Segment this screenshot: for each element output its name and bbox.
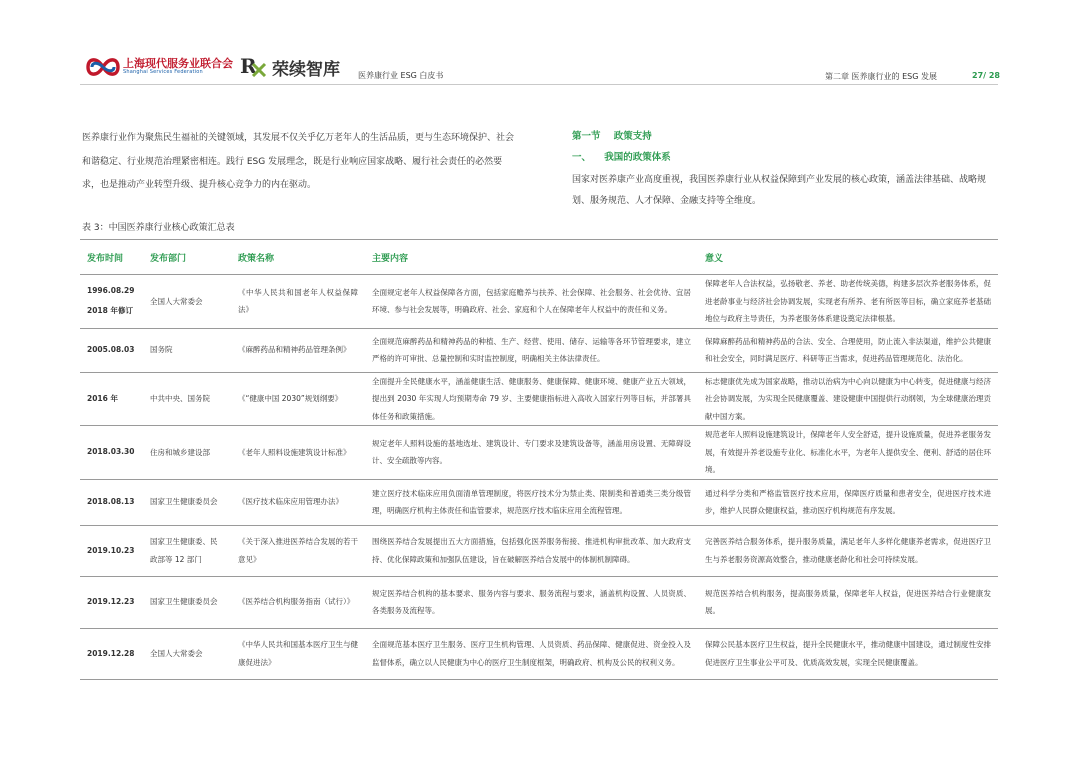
table-row bbox=[80, 426, 998, 480]
row-department: 中共中央、国务院 bbox=[143, 372, 231, 426]
row-policy-name: 《中华人民共和国基本医疗卫生与健康促进法》 bbox=[231, 628, 365, 679]
header-divider bbox=[80, 84, 998, 85]
row-date: 2016 年 bbox=[80, 372, 143, 426]
table-row bbox=[80, 328, 998, 372]
row-significance: 通过科学分类和严格监管医疗技术应用，保障医疗质量和患者安全，促进医疗技术进步，维护人民群众健康权益，推动医疗机构规范有序发展。 bbox=[698, 479, 998, 525]
table-header-row bbox=[80, 240, 998, 275]
chapter-title: 第二章 医养康行业的 ESG 发展 bbox=[825, 72, 937, 81]
row-policy-name: 《关于深入推进医养结合发展的若干意见》 bbox=[231, 525, 365, 576]
row-content: 全面提升全民健康水平，涵盖健康生活、健康服务、健康保障、健康环境、健康产业五大领域，提出到 2030 年实现人均预期寿命 79 岁、主要健康指标进入高收入国家行列等目标，并部署具体任务和政策措施。 bbox=[365, 372, 698, 426]
brand-name: 荣续智库 bbox=[272, 60, 340, 80]
section-subtitle: 一、 我国的政策体系 bbox=[572, 152, 671, 163]
svg-text:R: R bbox=[240, 55, 257, 77]
table-row bbox=[80, 628, 998, 679]
row-date: 2019.12.28 bbox=[80, 628, 143, 679]
table-row bbox=[80, 479, 998, 525]
header-date: 发布时间 bbox=[80, 240, 143, 275]
org-name-cn: 上海现代服务业联合会 bbox=[123, 57, 233, 70]
table-row bbox=[80, 372, 998, 426]
row-date: 1996.08.29 2018 年修订 bbox=[80, 275, 143, 329]
row-department: 全国人大常委会 bbox=[143, 275, 231, 329]
table-row bbox=[80, 576, 998, 628]
row-policy-name: 《医疗技术临床应用管理办法》 bbox=[231, 479, 365, 525]
row-significance: 规范老年人照料设施建筑设计，保障老年人安全舒适，提升设施质量，促进养老服务发展，有效提升养老设施专业化、标准化水平，为老年人提供安全、便利、舒适的居住环境。 bbox=[698, 426, 998, 480]
row-content: 全面规范麻醉药品和精神药品的种植、生产、经营、使用、储存、运输等各环节管理要求，建立严格的许可审批、总量控制和实时监控制度，明确相关主体法律责任。 bbox=[365, 328, 698, 372]
row-date: 2005.08.03 bbox=[80, 328, 143, 372]
document-title: 医养康行业 ESG 白皮书 bbox=[358, 71, 444, 80]
row-significance: 规范医养结合机构服务，提高服务质量，保障老年人权益，促进医养结合行业健康发展。 bbox=[698, 576, 998, 628]
row-date: 2018.03.30 bbox=[80, 426, 143, 480]
org-name-en: Shanghai Services Federation bbox=[123, 69, 203, 75]
row-date: 2019.12.23 bbox=[80, 576, 143, 628]
intro-paragraph: 医养康行业作为聚焦民生福祉的关键领域，其发展不仅关乎亿万老年人的生活品质，更与生态环境保护、社会和谐稳定、行业规范治理紧密相连。践行 ESG 发展理念，既是行业响应国家战略、履行社会责任的必然要求，也是推动产业转型升级、提升核心竞争力的内在驱动。 bbox=[82, 133, 515, 190]
row-department: 国家卫生健康委员会 bbox=[143, 479, 231, 525]
row-policy-name: 《老年人照料设施建筑设计标准》 bbox=[231, 426, 365, 480]
row-policy-name: 《麻醉药品和精神药品管理条例》 bbox=[231, 328, 365, 372]
table-row bbox=[80, 525, 998, 576]
row-content: 规定老年人照料设施的基地选址、建筑设计、专门要求及建筑设备等，涵盖用房设置、无障碍设计、安全疏散等内容。 bbox=[365, 426, 698, 480]
section-title: 第一节 政策支持 bbox=[572, 131, 652, 142]
row-date: 2019.10.23 bbox=[80, 525, 143, 576]
row-department: 国家卫生健康委员会 bbox=[143, 576, 231, 628]
federation-logo-icon bbox=[86, 54, 120, 80]
row-date: 2018.08.13 bbox=[80, 479, 143, 525]
row-policy-name: 《“健康中国 2030”规划纲要》 bbox=[231, 372, 365, 426]
row-policy-name: 《中华人民共和国老年人权益保障法》 bbox=[231, 275, 365, 329]
row-department: 住房和城乡建设部 bbox=[143, 426, 231, 480]
header-department: 发布部门 bbox=[143, 240, 231, 275]
brand-logo-icon bbox=[240, 55, 268, 77]
row-content: 规定医养结合机构的基本要求、服务内容与要求、服务流程与要求，涵盖机构设置、人员资质、各类服务及流程等。 bbox=[365, 576, 698, 628]
page-number: 27/ 28 bbox=[972, 71, 1000, 80]
header-significance: 意义 bbox=[698, 240, 998, 275]
row-significance: 保障公民基本医疗卫生权益，提升全民健康水平，推动健康中国建设，通过制度性安排促进医疗卫生事业公平可及、优质高效发展，实现全民健康覆盖。 bbox=[698, 628, 998, 679]
row-significance: 标志健康优先成为国家战略，推动以治病为中心向以健康为中心转变，促进健康与经济社会协调发展，为实现全民健康覆盖、建设健康中国提供行动纲领，为全球健康治理贡献中国方案。 bbox=[698, 372, 998, 426]
header-policy-name: 政策名称 bbox=[231, 240, 365, 275]
table-caption: 表 3：中国医养康行业核心政策汇总表 bbox=[82, 223, 235, 233]
row-content: 建立医疗技术临床应用负面清单管理制度，将医疗技术分为禁止类、限制类和普通类三类分级管理，明确医疗机构主体责任和监管要求，规范医疗技术临床应用全流程管理。 bbox=[365, 479, 698, 525]
row-department: 全国人大常委会 bbox=[143, 628, 231, 679]
row-significance: 保障麻醉药品和精神药品的合法、安全、合理使用，防止流入非法渠道，维护公共健康和社会安全，同时满足医疗、科研等正当需求，促进药品管理规范化、法治化。 bbox=[698, 328, 998, 372]
row-content: 围绕医养结合发展提出五大方面措施，包括强化医养服务衔接、推进机构审批改革、加大政府支持、优化保障政策和加强队伍建设，旨在破解医养结合发展中的体制机制障碍。 bbox=[365, 525, 698, 576]
header-content: 主要内容 bbox=[365, 240, 698, 275]
section-paragraph: 国家对医养康产业高度重视，我国医养康行业从权益保障到产业发展的核心政策，涵盖法律基础、战略规划、服务规范、人才保障、金融支持等全维度。 bbox=[572, 175, 987, 206]
row-department: 国家卫生健康委、民政部等 12 部门 bbox=[143, 525, 231, 576]
row-content: 全面规定老年人权益保障各方面，包括家庭赡养与扶养、社会保障、社会服务、社会优待、宜居环境、参与社会发展等，明确政府、社会、家庭和个人在保障老年人权益中的责任和义务。 bbox=[365, 275, 698, 329]
row-policy-name: 《医养结合机构服务指南（试行）》 bbox=[231, 576, 365, 628]
row-significance: 保障老年人合法权益，弘扬敬老、养老、助老传统美德，构建多层次养老服务体系，促进老龄事业与经济社会协调发展，实现老有所养、老有所医等目标，确立家庭养老基础地位与政府主导责任，为养老服务体系建设奠定法律根基。 bbox=[698, 275, 998, 329]
policy-table bbox=[80, 239, 998, 680]
row-department: 国务院 bbox=[143, 328, 231, 372]
row-significance: 完善医养结合服务体系，提升服务质量，满足老年人多样化健康养老需求，促进医疗卫生与养老服务资源高效整合，推动健康老龄化和社会可持续发展。 bbox=[698, 525, 998, 576]
table-row bbox=[80, 275, 998, 329]
row-content: 全面规范基本医疗卫生服务、医疗卫生机构管理、人员资质、药品保障、健康促进、资金投入及监督体系，确立以人民健康为中心的医疗卫生制度框架，明确政府、机构及公民的权利义务。 bbox=[365, 628, 698, 679]
